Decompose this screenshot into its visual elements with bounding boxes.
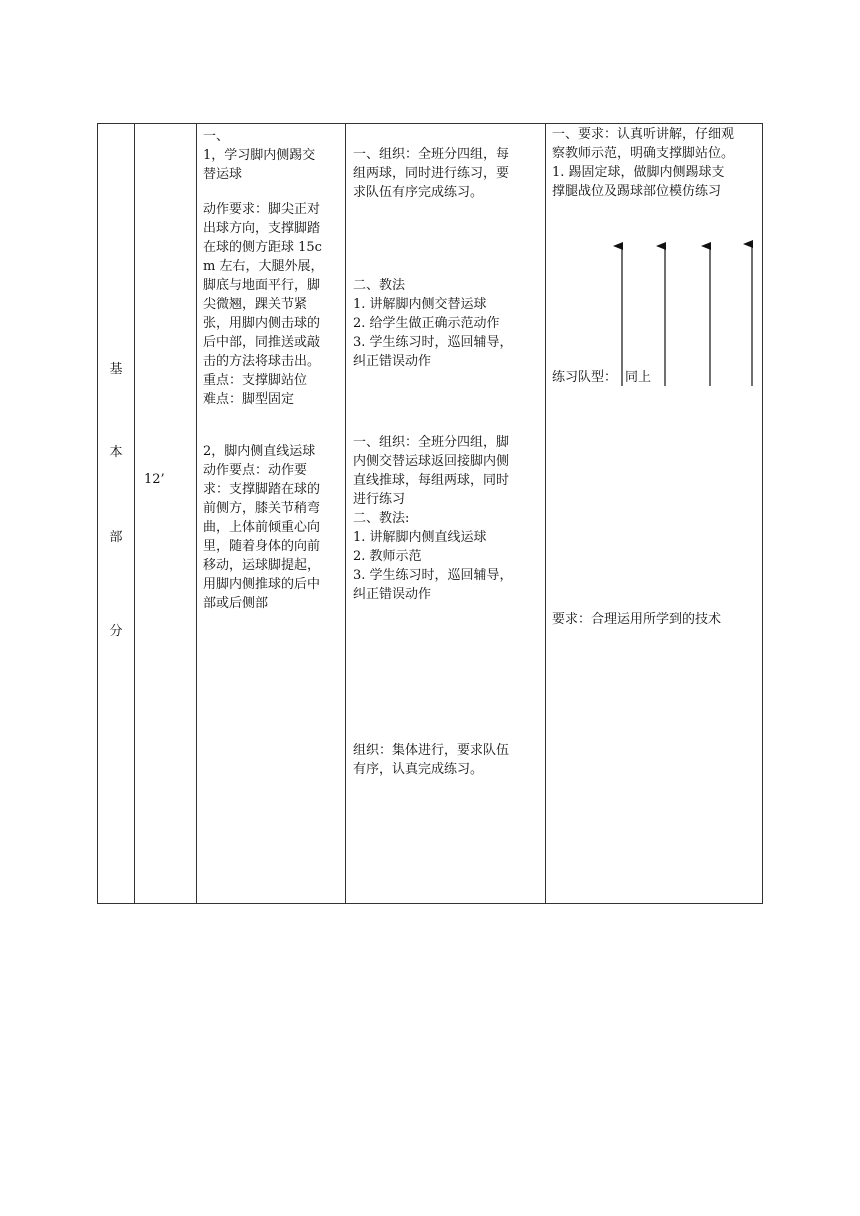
text-line: 组织：集体进行，要求队伍 [353,743,510,758]
text-line: 1. 讲解脚内侧交替运球 [353,297,487,312]
text-line: 进行练习 [353,492,406,507]
text-line: 3. 学生练习时，巡回辅导， [353,335,513,350]
formation-label: 练习队型： [552,370,618,385]
text-line: 后中部，同推送或敲 [203,335,321,350]
text-line: 在球的侧方距球 15c [203,240,322,255]
text-line: 难点：脚型固定 [203,392,295,407]
text-line: 1，学习脚内侧踢交 [203,148,316,163]
section-label-char: 部 [109,530,123,545]
section-label-char: 分 [109,624,123,639]
text-line: 前侧方，膝关节稍弯 [203,501,321,516]
text-line: 出球方向，支撑脚踏 [203,221,321,236]
text-line: 一、组织：全班分四组，每 [353,147,510,162]
text-line: 二、教法 [353,278,406,293]
text-line: 里，随着身体的向前 [203,539,321,554]
text-line: 部或后侧部 [203,596,269,611]
text-line: 尖微翘，踝关节紧 [203,297,308,312]
formation-diagram [98,124,764,905]
text-line: 2. 教师示范 [353,549,422,564]
text-line: 纠正错误动作 [353,354,432,369]
text-line: 动作要点：动作要 [203,463,308,478]
text-line: 求：支撑脚踏在球的 [203,482,321,497]
text-line: 脚底与地面平行，脚 [203,278,321,293]
text-line: 击的方法将球击出。 [203,354,321,369]
text-line: 移动，运球脚提起， [203,558,321,573]
duration-value: 12’ [144,472,165,487]
lesson-table [97,123,763,904]
text-line: 一、要求：认真听讲解，仔细观 [552,127,735,142]
text-line: 组两球，同时进行练习，要 [353,166,510,181]
text-line: 直线推球，每组两球，同时 [353,473,510,488]
text-line: 求队伍有序完成练习。 [353,185,484,200]
section-label-char: 基 [109,362,123,377]
text-line: 内侧交替运球返回接脚内侧 [353,454,510,469]
text-line: 二、教法: [353,511,410,526]
text-line: 动作要求：脚尖正对 [203,202,321,217]
text-line: 要求：合理运用所学到的技术 [552,612,722,627]
text-line: 察教师示范，明确支撑脚站位。 [552,146,735,161]
text-line: 1. 讲解脚内侧直线运球 [353,530,487,545]
text-line: m 左右，大腿外展， [203,259,324,274]
student-block-2 [552,610,721,629]
section-label-char: 本 [109,445,123,460]
text-line: 纠正错误动作 [353,587,432,602]
formation-value: 同上 [625,370,652,385]
text-line: 1. 踢固定球，做脚内侧踢球支 [552,165,725,180]
text-line: 2，脚内侧直线运球 [203,444,316,459]
text-line: 一、 [203,129,230,144]
text-line: 替运球 [203,167,243,182]
text-line: 撑腿战位及踢球部位模仿练习 [552,184,722,199]
text-line: 张，用脚内侧击球的 [203,316,321,331]
text-line: 一、组织：全班分四组，脚 [353,435,510,450]
text-line: 2. 给学生做正确示范动作 [353,316,500,331]
text-line: 曲，上体前倾重心向 [203,520,321,535]
text-line: 用脚内侧推球的后中 [203,577,321,592]
text-line: 有序，认真完成练习。 [353,762,484,777]
text-line: 重点：支撑脚站位 [203,373,308,388]
text-line: 3. 学生练习时，巡回辅导， [353,568,513,583]
